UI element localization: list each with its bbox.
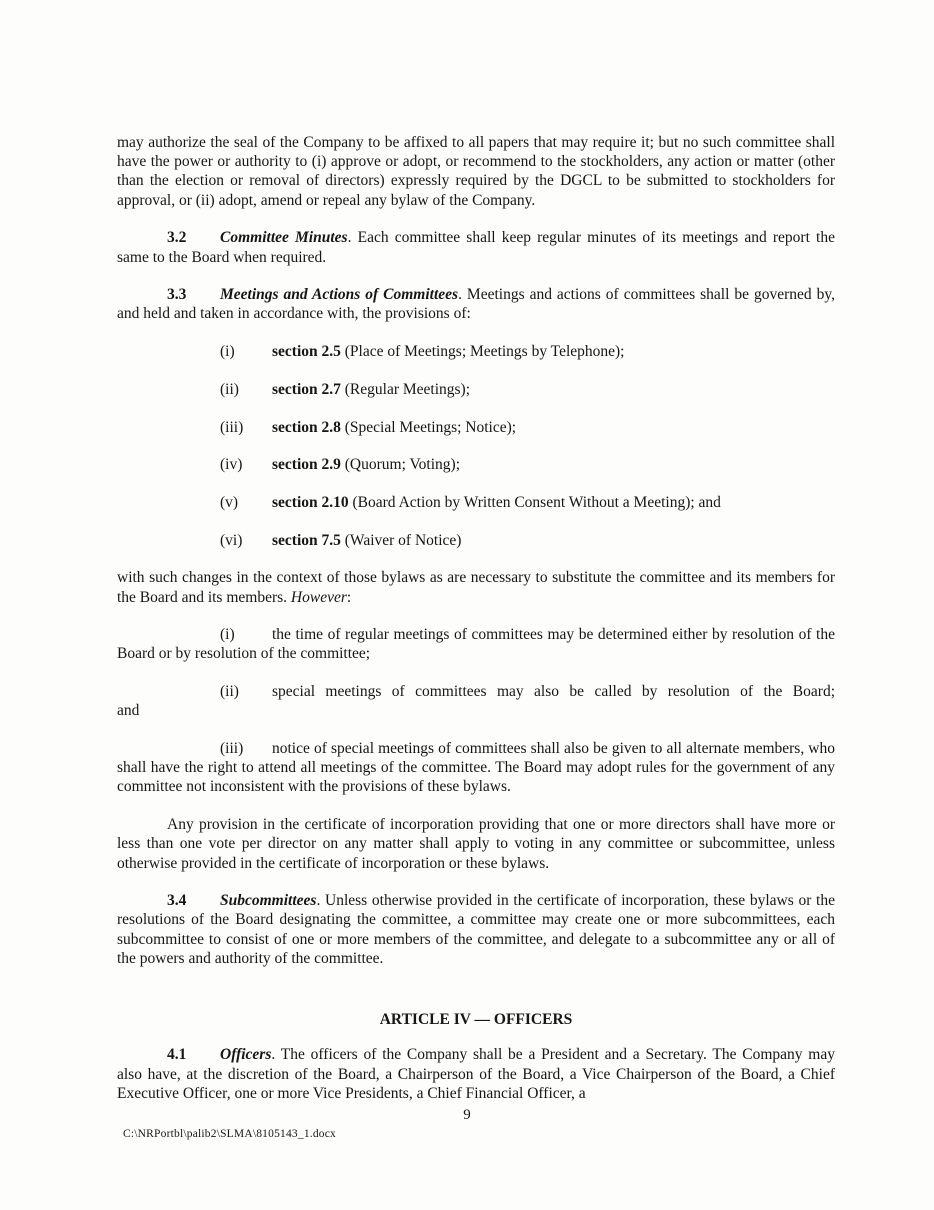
section-number: 3.2 <box>167 229 187 247</box>
provision-text: (Regular Meetings); <box>340 380 471 398</box>
provision-item-i <box>117 342 835 361</box>
section-3-2 <box>117 228 835 266</box>
provision-text: (Waiver of Notice) <box>340 531 462 549</box>
sub-item-text: notice of special meetings of committees shall also be given to all alternate members, who shall have the right to attend all meetings of the committee. The Board may adopt rules for the government of any committee not inconsistent with the provisions of these bylaws. <box>117 740 835 796</box>
section-text: . Each committee shall keep regular minutes of its meetings and report the same to the Board when required. <box>117 229 835 266</box>
list-marker: (iii) <box>220 418 244 436</box>
provision-item-iv <box>117 455 835 474</box>
list-marker: (vi) <box>220 531 243 549</box>
footer-file-path: C:\NRPortbl\palib2\SLMA\8105143_1.docx <box>123 1128 337 1140</box>
intro-paragraph: may authorize the seal of the Company to be affixed to all papers that may require it; but no such committee shall have the power or authority to (i) approve or adopt, or recommend to the stockholders, any action or matter (other than the election or removal of directors) expressly required by the DGCL to be submitted to stockholders for approval, or (ii) adopt, amend or repeal any bylaw of the Company. <box>117 134 835 209</box>
provision-item-v <box>117 493 835 512</box>
section-number: 3.3 <box>167 286 187 304</box>
provision-text: (Special Meetings; Notice); <box>340 418 517 436</box>
sub-item-text: special meetings of committees may also be called by resolution of the Board; <box>272 683 835 701</box>
list-marker: (iii) <box>220 740 244 758</box>
section-text: . The officers of the Company shall be a President and a Secretary. The Company may also have, at the discretion of the Board, a Chairperson of the Board, a Vice Chairperson of the Board, a Chief Executive Officer, one or more Vice Presidents, a Chief Financial Officer, a <box>117 1046 835 1102</box>
list-marker: (ii) <box>220 683 239 701</box>
section-reference: section 2.7 <box>272 380 341 398</box>
section-title: Officers <box>220 1046 272 1064</box>
list-marker: (v) <box>220 493 239 511</box>
section-reference: section 2.9 <box>272 456 341 474</box>
section-4-1 <box>117 1045 835 1103</box>
section-title: Subcommittees <box>220 892 317 910</box>
list-marker: (i) <box>220 343 235 361</box>
provision-text: (Board Action by Written Consent Without a Meeting); and <box>348 493 721 511</box>
section-text: . Meetings and actions of committees shall be governed by, and held and taken in accordance with, the provisions of: <box>117 286 835 323</box>
document-body <box>117 133 835 1121</box>
however-italic: However <box>290 588 347 606</box>
changes-paragraph <box>117 568 835 606</box>
section-number: 3.4 <box>167 892 187 910</box>
provision-item-iii <box>117 418 835 437</box>
list-marker: (i) <box>220 626 235 644</box>
sub-item-iii <box>117 739 835 797</box>
sub-item-i <box>117 625 835 663</box>
provision-item-ii <box>117 380 835 399</box>
any-provision-paragraph: Any provision in the certificate of incorporation providing that one or more directors shall have more or less than one vote per director on any matter shall apply to voting in any committee or subcommittee, unless otherwise provided in the certificate of incorporation or these bylaws. <box>117 816 835 872</box>
section-3-3 <box>117 285 835 323</box>
page-number: 9 <box>463 1107 471 1123</box>
sub-item-text: the time of regular meetings of committees may be determined either by resolution of the Board or by resolution of the committee; <box>117 626 835 663</box>
section-reference: section 2.8 <box>272 418 341 436</box>
section-title: Committee Minutes <box>220 229 348 247</box>
sub-item-ii <box>117 682 835 720</box>
list-marker: (ii) <box>220 380 239 398</box>
provision-text: (Place of Meetings; Meetings by Telephone); <box>340 343 625 361</box>
section-text: . Unless otherwise provided in the certificate of incorporation, these bylaws or the resolutions of the Board designating the committee, a committee may create one or more subcommittees, each subcommittee to consist of one or more members of the committee, and delegate to a subcommittee any or all of the powers and authority of the committee. <box>117 892 835 967</box>
section-title: Meetings and Actions of Committees <box>220 286 459 304</box>
section-3-4 <box>117 891 835 968</box>
sub-item-line2: and <box>117 702 140 720</box>
changes-colon: : <box>346 588 352 606</box>
section-reference: section 7.5 <box>272 531 341 549</box>
article-iv-heading: ARTICLE IV — OFFICERS <box>379 1011 573 1029</box>
sub-item-line1 <box>117 682 835 701</box>
provision-text: (Quorum; Voting); <box>340 456 461 474</box>
section-reference: section 2.10 <box>272 493 349 511</box>
section-reference: section 2.5 <box>272 343 341 361</box>
section-number: 4.1 <box>167 1046 187 1064</box>
changes-text: with such changes in the context of those bylaws as are necessary to substitute the committee and its members for the Board and its members. <box>117 569 835 606</box>
provision-item-vi <box>117 531 835 550</box>
list-marker: (iv) <box>220 456 243 474</box>
